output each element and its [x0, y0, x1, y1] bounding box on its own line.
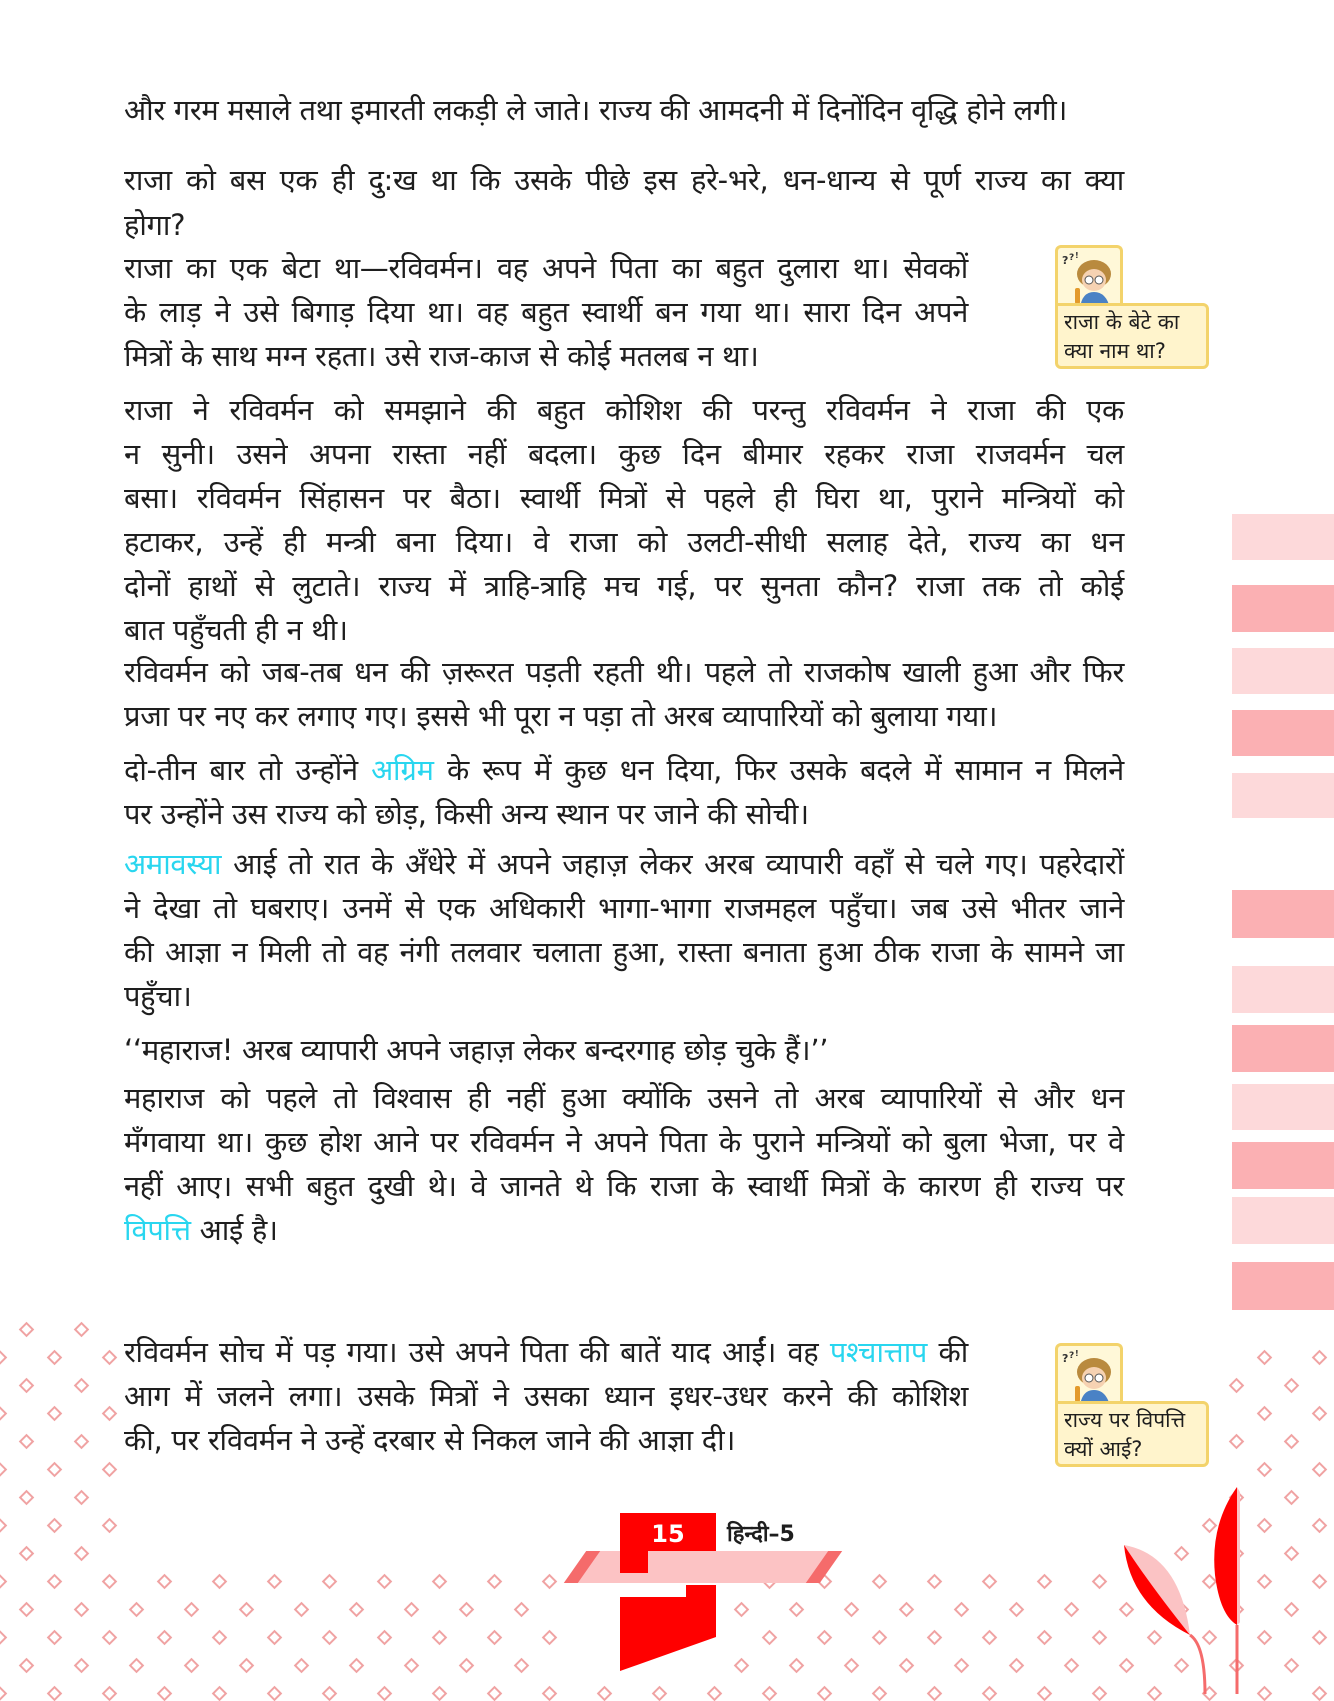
diamond-dot	[239, 1658, 255, 1674]
diamond-dot	[789, 1658, 805, 1674]
diamond-dot	[0, 1630, 7, 1646]
diamond-dot	[267, 1574, 283, 1590]
diamond-dot	[129, 1602, 145, 1618]
diamond-dot	[0, 1686, 7, 1701]
diamond-dot	[74, 1322, 90, 1338]
diamond-dot	[1009, 1658, 1025, 1674]
diamond-dot	[184, 1602, 200, 1618]
diamond-dot	[19, 1602, 35, 1618]
diamond-dot	[102, 1350, 118, 1366]
diamond-dot	[0, 1350, 7, 1366]
text-line: बात पहुँचती ही न थी।	[124, 613, 348, 647]
diamond-dot	[0, 1518, 7, 1534]
diamond-dot	[1284, 1434, 1300, 1450]
diamond-dot	[1312, 1462, 1328, 1478]
edge-stripe	[1232, 1142, 1334, 1189]
diamond-dot	[514, 1658, 530, 1674]
text-line: राजा का एक बेटा था—रविवर्मन। वह अपने पिता का बहुत दुलारा था। सेवकों	[124, 251, 968, 285]
diamond-dot	[47, 1574, 63, 1590]
diamond-dot	[1037, 1574, 1053, 1590]
diamond-dot	[267, 1686, 283, 1701]
paragraph	[124, 1028, 1124, 1072]
svg-text:!: !	[1075, 1349, 1079, 1358]
text-line: राजा को बस एक ही दु:ख था कि उसके पीछे इस हरे-भरे, धन-धान्य से पूर्ण राज्य का क्या	[124, 163, 1124, 197]
text-line	[124, 1330, 968, 1374]
diamond-dot	[1284, 1658, 1300, 1674]
text-line	[124, 1208, 1124, 1252]
diamond-dot	[734, 1658, 750, 1674]
diamond-dot	[322, 1686, 338, 1701]
diamond-dot	[954, 1602, 970, 1618]
edge-stripe	[1232, 514, 1334, 560]
leaf-decoration-icon	[1110, 1465, 1240, 1694]
diamond-dot	[982, 1574, 998, 1590]
svg-text:?: ?	[1062, 1352, 1069, 1365]
diamond-dot	[982, 1630, 998, 1646]
diamond-dot	[872, 1630, 888, 1646]
diamond-dot	[47, 1350, 63, 1366]
diamond-dot	[789, 1602, 805, 1618]
diamond-dot	[377, 1574, 393, 1590]
diamond-dot	[817, 1686, 833, 1701]
diamond-dot	[349, 1658, 365, 1674]
diamond-dot	[844, 1602, 860, 1618]
diamond-dot	[102, 1518, 118, 1534]
edge-stripe	[1232, 648, 1334, 694]
text-line: पर उन्होंने उस राज्य को छोड़, किसी अन्य स्थान पर जाने की सोची।	[124, 797, 809, 831]
callout-question-line: राज्य पर विपत्ति	[1064, 1408, 1186, 1432]
diamond-dot	[1284, 1490, 1300, 1506]
edge-stripe	[1232, 1084, 1334, 1130]
diamond-dot	[1257, 1630, 1273, 1646]
text-line: मित्रों के साथ मग्न रहता। उसे राज-काज से कोई मतलब न था।	[124, 339, 759, 373]
edge-stripe	[1232, 710, 1334, 756]
diamond-dot	[19, 1322, 35, 1338]
diamond-dot	[102, 1462, 118, 1478]
diamond-dot	[1257, 1462, 1273, 1478]
diamond-dot	[157, 1630, 173, 1646]
diamond-dot	[1257, 1574, 1273, 1590]
paragraph	[124, 748, 1124, 836]
diamond-dot	[404, 1658, 420, 1674]
diamond-dot	[1284, 1602, 1300, 1618]
svg-text:?: ?	[1069, 253, 1075, 263]
diamond-dot	[1092, 1574, 1108, 1590]
diamond-dot	[1257, 1518, 1273, 1534]
thinking-boy-icon	[1055, 1343, 1123, 1407]
paragraph	[124, 650, 1124, 738]
diamond-dot	[322, 1630, 338, 1646]
edge-stripe	[1232, 1197, 1334, 1244]
callout-question-line: क्या नाम था?	[1064, 339, 1166, 363]
paragraph	[124, 158, 1124, 248]
diamond-dot	[872, 1686, 888, 1701]
text-line: की, पर रविवर्मन ने उन्हें दरबार से निकल जाने की आज्ञा दी।	[124, 1423, 736, 1457]
diamond-dot	[19, 1658, 35, 1674]
diamond-dot	[47, 1518, 63, 1534]
text-run: रविवर्मन सोच में पड़ गया। उसे अपने पिता की बातें याद आईं। वह	[124, 1335, 830, 1369]
diamond-dot	[212, 1574, 228, 1590]
diamond-dot	[1312, 1574, 1328, 1590]
vocabulary-word: पश्चात्ताप	[829, 1335, 928, 1369]
edge-stripe	[1232, 1025, 1334, 1072]
diamond-dot	[47, 1406, 63, 1422]
paragraph	[124, 842, 1124, 1018]
text-line: ने देखा तो घबराए। उनमें से एक अधिकारी भागा-भागा राजमहल पहुँचा। जब उसे भीतर जाने	[124, 891, 1124, 925]
edge-stripe	[1232, 890, 1334, 938]
text-run: आई तो रात के अँधेरे में अपने जहाज़ लेकर अरब व्यापारी वहाँ से चले गए। पहरेदारों	[221, 847, 1124, 881]
diamond-dot	[349, 1602, 365, 1618]
diamond-dot	[817, 1630, 833, 1646]
diamond-dot	[184, 1658, 200, 1674]
diamond-dot	[899, 1658, 915, 1674]
diamond-dot	[377, 1630, 393, 1646]
thinking-boy-icon	[1055, 245, 1123, 309]
diamond-dot	[762, 1630, 778, 1646]
diamond-dot	[542, 1574, 558, 1590]
diamond-dot	[1229, 1378, 1245, 1394]
diamond-dot	[0, 1406, 7, 1422]
diamond-dot	[459, 1658, 475, 1674]
text-line: की आज्ञा न मिली तो वह नंगी तलवार चलाता हुआ, रास्ता बनाता हुआ ठीक राजा के सामने जा	[124, 935, 1124, 969]
diamond-dot	[1257, 1406, 1273, 1422]
edge-stripe	[1232, 966, 1334, 1013]
text-line	[124, 748, 1124, 792]
diamond-dot	[1092, 1630, 1108, 1646]
diamond-dot	[1312, 1350, 1328, 1366]
paragraph	[124, 1330, 968, 1462]
diamond-dot	[74, 1546, 90, 1562]
text-line: के लाड़ ने उसे बिगाड़ दिया था। वह बहुत स्वार्थी बन गया था। सारा दिन अपने	[124, 295, 968, 329]
diamond-dot	[1312, 1518, 1328, 1534]
diamond-dot	[239, 1602, 255, 1618]
paragraph	[124, 88, 1124, 133]
diamond-dot	[74, 1490, 90, 1506]
diamond-dot	[1284, 1378, 1300, 1394]
diamond-dot	[212, 1630, 228, 1646]
diamond-dot	[762, 1686, 778, 1701]
page-number: 15	[651, 1520, 685, 1548]
paragraph	[124, 388, 1124, 652]
diamond-dot	[1037, 1686, 1053, 1701]
text-line	[124, 842, 1124, 886]
text-line: आग में जलने लगा। उसके मित्रों ने उसका ध्यान इधर-उधर करने की कोशिश	[124, 1379, 968, 1413]
diamond-dot	[872, 1574, 888, 1590]
edge-stripe	[1232, 585, 1334, 632]
text-line: नहीं आए। सभी बहुत दुखी थे। वे जानते थे कि राजा के स्वार्थी मित्रों के कारण ही राज्य पर	[124, 1169, 1124, 1203]
text-line: मँगवाया था। कुछ होश आने पर रविवर्मन ने अपने पिता के पुराने मन्त्रियों को बुला भेजा, पर वे	[124, 1125, 1124, 1159]
diamond-dot	[459, 1602, 475, 1618]
diamond-dot	[129, 1658, 145, 1674]
diamond-dot	[0, 1574, 7, 1590]
diamond-dot	[1037, 1630, 1053, 1646]
diamond-dot	[487, 1630, 503, 1646]
text-line: प्रजा पर नए कर लगाए गए। इससे भी पूरा न पड़ा तो अरब व्यापारियों को बुलाया गया।	[124, 699, 998, 733]
diamond-dot	[542, 1630, 558, 1646]
callout-question-line: राजा के बेटे का	[1064, 310, 1180, 334]
diamond-dot	[844, 1658, 860, 1674]
diamond-dot	[294, 1658, 310, 1674]
diamond-dot	[102, 1686, 118, 1701]
diamond-dot	[1064, 1658, 1080, 1674]
diamond-dot	[1284, 1546, 1300, 1562]
diamond-dot	[74, 1378, 90, 1394]
text-line: ‘‘महाराज! अरब व्यापारी अपने जहाज़ लेकर बन्दरगाह छोड़ चुके हैं।’’	[124, 1033, 829, 1067]
diamond-dot	[47, 1462, 63, 1478]
diamond-dot	[432, 1686, 448, 1701]
diamond-dot	[1312, 1686, 1328, 1701]
diamond-dot	[267, 1630, 283, 1646]
text-run: के रूप में कुछ धन दिया, फिर उसके बदले में सामान न मिलने	[433, 753, 1124, 787]
text-run: आई है।	[190, 1213, 278, 1247]
book-label: हिन्दी–5	[727, 1522, 795, 1547]
diamond-dot	[1257, 1686, 1273, 1701]
diamond-dot	[74, 1602, 90, 1618]
svg-text:?: ?	[1062, 254, 1069, 267]
paragraph	[124, 1076, 1124, 1252]
diamond-dot	[19, 1378, 35, 1394]
diamond-dot	[157, 1686, 173, 1701]
edge-stripe	[1232, 773, 1334, 818]
diamond-dot	[404, 1602, 420, 1618]
diamond-dot	[1312, 1630, 1328, 1646]
diamond-dot	[927, 1574, 943, 1590]
vocabulary-word: अग्रिम	[371, 753, 434, 787]
diamond-dot	[19, 1546, 35, 1562]
diamond-dot	[432, 1574, 448, 1590]
text-line: राजा ने रविवर्मन को समझाने की बहुत कोशिश की परन्तु रविवर्मन ने राजा की एक	[124, 393, 1124, 427]
diamond-dot	[927, 1686, 943, 1701]
text-line: महाराज को पहले तो विश्वास ही नहीं हुआ क्योंकि उसने तो अरब व्यापारियों से और धन	[124, 1081, 1124, 1115]
diamond-dot	[102, 1574, 118, 1590]
diamond-dot	[377, 1686, 393, 1701]
text-line: पहुँचा।	[124, 979, 192, 1013]
text-line: हटाकर, उन्हें ही मन्त्री बना दिया। वे राजा को उलटी-सीधी सलाह देते, राज्य का धन	[124, 525, 1124, 559]
diamond-dot	[954, 1658, 970, 1674]
text-line: होगा?	[124, 208, 186, 242]
diamond-dot	[0, 1462, 7, 1478]
diamond-dot	[102, 1630, 118, 1646]
diamond-dot	[1229, 1434, 1245, 1450]
diamond-dot	[927, 1630, 943, 1646]
diamond-dot	[982, 1686, 998, 1701]
callout-question-line: क्यों आई?	[1064, 1437, 1143, 1461]
diamond-dot	[597, 1686, 613, 1701]
text-run: की	[927, 1335, 968, 1369]
diamond-dot	[1257, 1350, 1273, 1366]
diamond-dot	[542, 1686, 558, 1701]
diamond-dot	[734, 1602, 750, 1618]
diamond-dot	[74, 1658, 90, 1674]
diamond-dot	[294, 1602, 310, 1618]
diamond-dot	[102, 1406, 118, 1422]
diamond-dot	[19, 1434, 35, 1450]
text-line: बसा। रविवर्मन सिंहासन पर बैठा। स्वार्थी मित्रों से पहले ही घिरा था, पुराने मन्त्रियों को	[124, 481, 1124, 515]
svg-text:?: ?	[1069, 1351, 1075, 1361]
text-run: दो-तीन बार तो उन्होंने	[124, 753, 372, 787]
text-line: न सुनी। उसने अपना रास्ता नहीं बदला। कुछ दिन बीमार रहकर राजा राजवर्मन चल	[124, 437, 1124, 471]
diamond-dot	[487, 1686, 503, 1701]
diamond-dot	[19, 1490, 35, 1506]
diamond-dot	[432, 1630, 448, 1646]
diamond-dot	[212, 1686, 228, 1701]
diamond-dot	[322, 1574, 338, 1590]
diamond-dot	[514, 1602, 530, 1618]
diamond-dot	[74, 1434, 90, 1450]
diamond-dot	[1009, 1602, 1025, 1618]
svg-text:!: !	[1075, 251, 1079, 260]
diamond-dot	[1092, 1686, 1108, 1701]
diamond-dot	[1312, 1406, 1328, 1422]
diamond-dot	[487, 1574, 503, 1590]
vocabulary-word: विपत्ति	[124, 1213, 191, 1247]
vocabulary-word: अमावस्या	[124, 847, 222, 881]
diamond-dot	[1064, 1602, 1080, 1618]
text-line: दोनों हाथों से लुटाते। राज्य में त्राहि-त्राहि मच गई, पर सुनता कौन? राजा तक तो कोई	[124, 569, 1124, 603]
edge-stripe	[1232, 1262, 1334, 1310]
diamond-dot	[47, 1630, 63, 1646]
paragraph	[124, 246, 968, 378]
diamond-dot	[47, 1686, 63, 1701]
diamond-dot	[899, 1602, 915, 1618]
text-line: और गरम मसाले तथा इमारती लकड़ी ले जाते। राज्य की आमदनी में दिनोंदिन वृद्धि होने लगी।	[124, 93, 1068, 127]
text-line: रविवर्मन को जब-तब धन की ज़रूरत पड़ती रहती थी। पहले तो राजकोष खाली हुआ और फिर	[124, 655, 1124, 689]
diamond-dot	[157, 1574, 173, 1590]
